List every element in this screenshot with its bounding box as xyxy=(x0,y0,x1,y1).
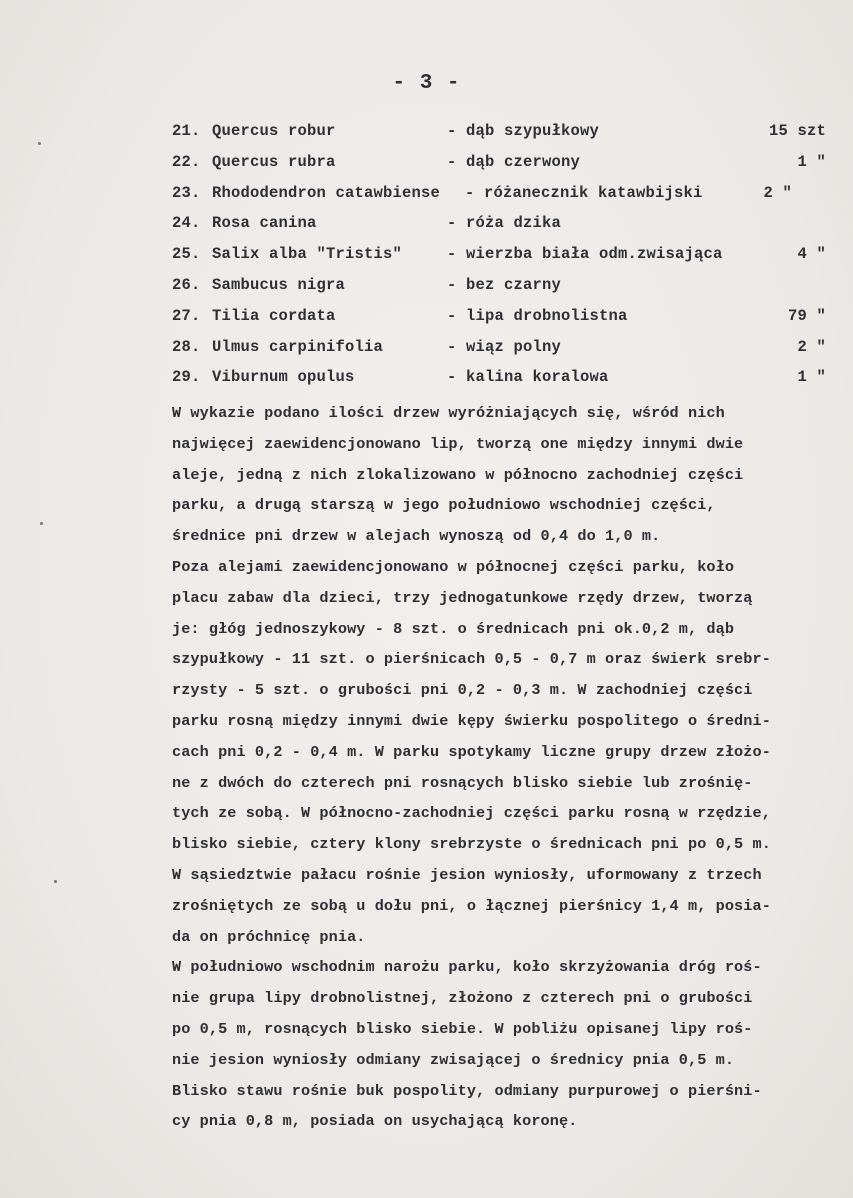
species-row xyxy=(172,270,832,301)
polish-name: - róża dzika xyxy=(447,214,562,233)
latin-name: Rhododendron catawbiense xyxy=(212,183,441,202)
text-line: Blisko stawu rośnie buk pospolity, odmiany purpurowej o pierśni- xyxy=(172,1081,762,1100)
row-number: 28. xyxy=(172,337,201,356)
text-line: cach pni 0,2 - 0,4 m. W parku spotykamy liczne grupy drzew złożo- xyxy=(172,742,771,761)
latin-name: Tilia cordata xyxy=(212,306,336,325)
species-row xyxy=(172,116,832,147)
polish-name: - dąb szypułkowy xyxy=(447,122,600,140)
latin-name: Quercus rubra xyxy=(212,152,336,171)
latin-name: Sambucus nigra xyxy=(212,275,346,294)
row-number: 22. xyxy=(172,152,201,171)
quantity: 4 " xyxy=(797,245,826,264)
text-line: aleje, jedną z nich zlokalizowano w północno zachodniej części xyxy=(172,465,744,484)
species-row xyxy=(172,362,832,393)
latin-name: Viburnum opulus xyxy=(212,368,355,387)
text-line: nie jesion wyniosły odmiany zwisającej o średnicy pnia 0,5 m. xyxy=(172,1050,735,1069)
row-number: 26. xyxy=(172,275,201,294)
text-line: blisko siebie, cztery klony srebrzyste o średnicach pni po 0,5 m. xyxy=(172,835,771,854)
text-line: rzysty - 5 szt. o grubości pni 0,2 - 0,3 m. W zachodniej części xyxy=(172,681,753,700)
text-line: tych ze sobą. W północno-zachodniej części parku rosną w rzędzie, xyxy=(172,804,771,823)
text-line: W sąsiedztwie pałacu rośnie jesion wyniosły, uformowany z trzech xyxy=(172,865,762,884)
row-number: 29. xyxy=(172,368,201,387)
text-line: najwięcej zaewidencjonowano lip, tworzą one między innymi dwie xyxy=(172,434,744,453)
quantity: 1 " xyxy=(797,152,826,171)
paper-speck xyxy=(54,880,57,883)
text-line: je: głóg jednoszykowy - 8 szt. o średnicach pni ok.0,2 m, dąb xyxy=(172,619,735,638)
species-row xyxy=(172,178,832,209)
species-row xyxy=(172,147,832,178)
polish-name: - wiąz polny xyxy=(447,337,562,356)
text-line: ne z dwóch do czterech pni rosnących blisko siebie lub zrośnię- xyxy=(172,773,753,792)
row-number: 27. xyxy=(172,306,201,325)
text-line: W południowo wschodnim narożu parku, koło skrzyżowania dróg roś- xyxy=(172,958,762,977)
species-row xyxy=(172,208,832,239)
text-line: da on próchnicę pnia. xyxy=(172,927,366,946)
text-line: nie grupa lipy drobnolistnej, złożono z czterech pni o grubości xyxy=(172,989,753,1008)
paper-speck xyxy=(38,142,41,145)
polish-name: - wierzba biała odm.zwisająca xyxy=(447,245,723,264)
row-number: 25. xyxy=(172,245,201,264)
polish-name: - bez czarny xyxy=(447,275,562,294)
latin-name: Rosa canina xyxy=(212,214,317,233)
row-number: 24. xyxy=(172,214,201,233)
paper-speck xyxy=(40,522,43,525)
quantity: 1 " xyxy=(797,368,826,387)
text-line: Poza alejami zaewidencjonowano w północnej części parku, koło xyxy=(172,557,735,576)
text-line: cy pnia 0,8 m, posiada on usychającą koronę. xyxy=(172,1112,578,1131)
row-number: 23. xyxy=(172,183,201,202)
latin-name: Quercus robur xyxy=(212,122,336,140)
species-row xyxy=(172,301,832,332)
text-line: parku, a drugą starszą w jego południowo wschodniej części, xyxy=(172,496,716,515)
row-number: 21. xyxy=(172,122,201,140)
page-number: - 3 - xyxy=(392,72,461,95)
text-line: średnice pni drzew w alejach wynoszą od 0,4 do 1,0 m. xyxy=(172,527,661,546)
polish-name: - kalina koralowa xyxy=(447,368,609,387)
text-line: po 0,5 m, rosnących blisko siebie. W pobliżu opisanej lipy roś- xyxy=(172,1019,753,1038)
species-list xyxy=(172,116,832,393)
text-line: placu zabaw dla dzieci, trzy jednogatunkowe rzędy drzew, tworzą xyxy=(172,588,753,607)
latin-name: Salix alba "Tristis" xyxy=(212,245,403,264)
species-row xyxy=(172,239,832,270)
text-line: parku rosną między innymi dwie kępy świerku pospolitego o średni- xyxy=(172,711,771,730)
species-row xyxy=(172,332,832,363)
polish-name: - różanecznik katawbijski xyxy=(465,183,703,202)
polish-name: - lipa drobnolistna xyxy=(447,306,628,325)
text-line: W wykazie podano ilości drzew wyróżniających się, wśród nich xyxy=(172,404,725,422)
body-text xyxy=(172,398,852,1137)
quantity: 2 " xyxy=(797,337,826,356)
text-line: zrośniętych ze sobą u dołu pni, o łącznej pierśnicy 1,4 m, posia- xyxy=(172,896,771,915)
latin-name: Ulmus carpinifolia xyxy=(212,337,384,356)
quantity: 2 " xyxy=(763,183,792,202)
quantity: 79 " xyxy=(787,306,826,325)
quantity: 15 szt xyxy=(768,122,826,140)
polish-name: - dąb czerwony xyxy=(447,152,581,171)
text-line: szypułkowy - 11 szt. o pierśnicach 0,5 - 0,7 m oraz świerk srebr- xyxy=(172,650,771,669)
